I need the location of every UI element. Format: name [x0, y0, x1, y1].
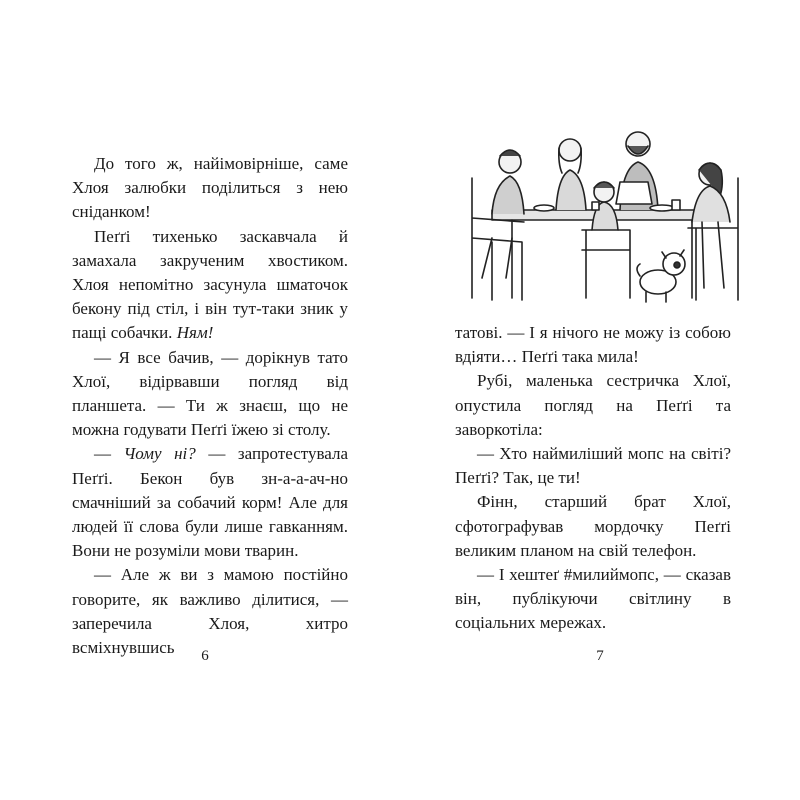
paragraph: — Чому ні? — запротестувала Пеґґі. Бекон був зн-а-а-ач-но смачніший за собачий корм! Але для людей її слова були лише гавканням. Вони не розуміли мови тварин.	[72, 444, 348, 561]
right-page-text	[455, 321, 731, 636]
paragraph: — І хештеґ #милиймопс, — сказав він, публікуючи світлину в соціальних мережах.	[455, 565, 731, 633]
paragraph: — Хто наймиліший мопс на світі? Пеґґі? Так, це ти!	[455, 444, 731, 488]
paragraph: — Я все бачив, — дорікнув тато Хлої, відірвавши погляд від планшета. — Ти ж знаєш, що не можна годувати Пеґґі їжею зі столу.	[72, 347, 348, 440]
paragraph: Пеґґі тихенько заскавчала й замахала закрученим хвостиком. Хлоя непомітно засунула шматочок бекону під стіл, і він тут-таки зник у пащі собачки. Ням!	[72, 226, 348, 343]
page-number: 7	[596, 648, 604, 664]
page-number: 6	[201, 648, 209, 664]
left-page-text	[72, 152, 348, 660]
paragraph: татові. — І я нічого не можу із собою вдіяти… Пеґґі така мила!	[455, 323, 731, 367]
paragraph: Рубі, маленька сестричка Хлої, опустила погляд на Пеґґі та заворкотіла:	[455, 371, 731, 439]
family-breakfast-illustration	[452, 118, 752, 313]
paragraph: Фінн, старший брат Хлої, сфотографував мордочку Пеґґі великим планом на свій телефон.	[455, 492, 731, 560]
italic-text: Чому ні?	[123, 444, 196, 464]
paragraph: До того ж, найімовірніше, саме Хлоя залюбки поділиться з нею сніданком!	[72, 154, 348, 222]
paragraph: — Але ж ви з мамою постійно говорите, як важливо ділитися, — заперечила Хлоя, хитро всміхнувшись	[72, 565, 348, 658]
italic-text: Ням!	[176, 323, 214, 343]
